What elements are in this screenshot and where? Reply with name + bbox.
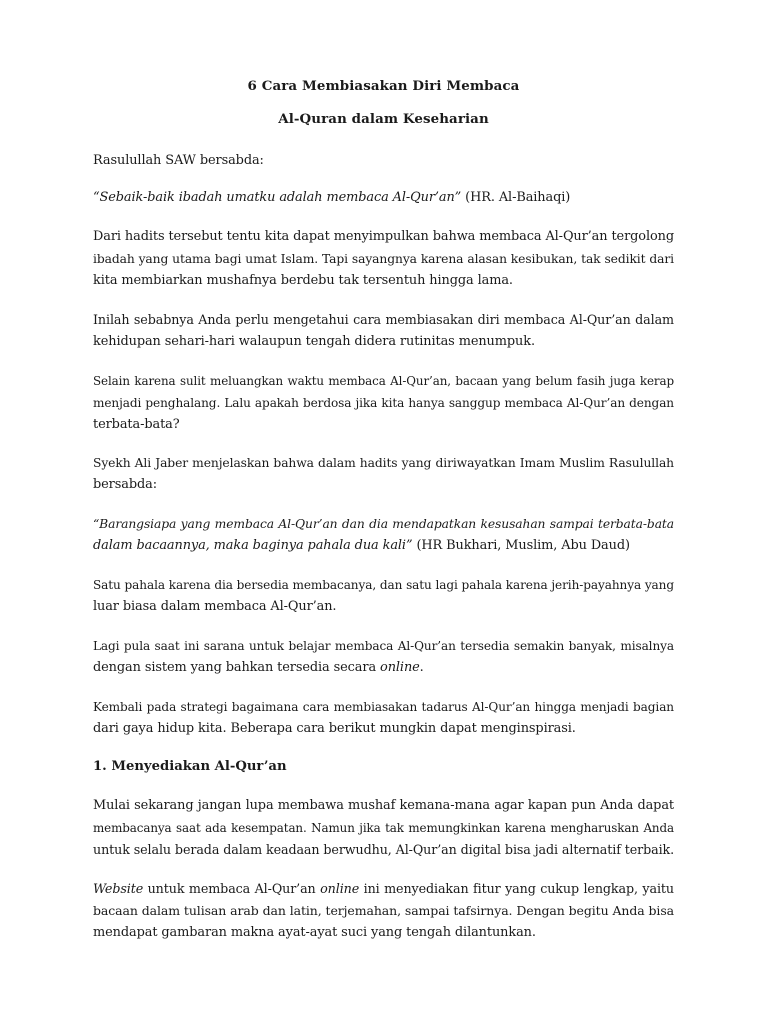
hadith-quote: dalam bacaannya, maka baginya pahala dua kali” (93, 538, 413, 553)
hadith-quote: “Sebaik-baik ibadah umatku adalah membaca Al-Qur’an” (93, 190, 462, 205)
paragraph-7 (93, 513, 674, 557)
text-run: . (419, 660, 424, 675)
text-line: untuk selalu berada dalam keadaan berwudhu, Al-Qur’an digital bisa jadi alternatif terbaik. (93, 842, 675, 857)
hadith-source: (HR Bukhari, Muslim, Abu Daud) (412, 538, 630, 553)
paragraph-3 (93, 226, 674, 292)
paragraph-9 (93, 635, 674, 679)
text-line: Lagi pula saat ini sarana untuk belajar membaca Al-Qur’an tersedia semakin banyak, misalnya (93, 639, 674, 653)
text-line (93, 513, 674, 535)
paragraph-4 (93, 309, 674, 353)
text-line: mendapat gambaran makna ayat-ayat suci yang tengah dilantunkan. (93, 925, 536, 940)
paragraph-5 (93, 370, 674, 436)
text-line: Satu pahala karena dia bersedia membacanya, dan satu lagi pahala karena jerih-payahnya yang (93, 578, 674, 592)
text-line (93, 535, 674, 557)
document-title-line2: Al-Quran dalam Keseharian (278, 111, 489, 127)
emphasis: online (380, 660, 420, 675)
document-title-line1: 6 Cara Membiasakan Diri Membaca (247, 78, 520, 94)
text-line: Dari hadits tersebut tentu kita dapat menyimpulkan bahwa membaca Al-Qur’an tergolong (93, 229, 674, 244)
text-line: membacanya saat ada kesempatan. Namun jika tak memungkinkan karena mengharuskan Anda (93, 821, 674, 835)
paragraph-11 (93, 795, 674, 861)
text-run: ini menyediakan fitur yang cukup lengkap, yaitu (359, 881, 674, 896)
text-line: bacaan dalam tulisan arab dan latin, terjemahan, sampai tafsirnya. Dengan begitu Anda bisa (93, 903, 674, 918)
paragraph-8 (93, 574, 674, 618)
text-line: dari gaya hidup kita. Beberapa cara berikut mungkin dapat menginspirasi. (93, 721, 576, 736)
section-heading: 1. Menyediakan Al-Qur’an (93, 759, 287, 774)
emphasis: online (320, 881, 360, 896)
paragraph-10 (93, 696, 674, 740)
paragraph-12 (93, 878, 674, 944)
text-run: untuk membaca Al-Qur’an (143, 881, 321, 896)
text-line (93, 657, 674, 679)
paragraph-1 (93, 150, 674, 172)
text-line: ibadah yang utama bagi umat Islam. Tapi sayangnya karena alasan kesibukan, tak sedikit dari (93, 252, 674, 266)
text-line (93, 878, 674, 900)
paragraph-2 (93, 187, 674, 209)
hadith-source: (HR. Al-Baihaqi) (461, 190, 571, 205)
text-line: Syekh Ali Jaber menjelaskan bahwa dalam hadits yang diriwayatkan Imam Muslim Rasulullah (93, 456, 674, 470)
text-line: kehidupan sehari-hari walaupun tengah didera rutinitas menumpuk. (93, 334, 535, 349)
text-line: kita membiarkan mushafnya berdebu tak tersentuh hingga lama. (93, 273, 513, 288)
text-line: bersabda: (93, 477, 157, 492)
text-line: luar biasa dalam membaca Al-Qur’an. (93, 599, 337, 614)
text-line: terbata-bata? (93, 417, 180, 432)
paragraph-2-line (93, 187, 674, 209)
text-run: dengan sistem yang bahkan tersedia secara (93, 660, 381, 675)
hadith-quote: “Barangsiapa yang membaca Al-Qur’an dan dia mendapatkan kesusahan sampai terbata-bata (93, 517, 674, 531)
text-line: menjadi penghalang. Lalu apakah berdosa jika kita hanya sanggup membaca Al-Qur’an dengan (93, 396, 674, 410)
text-line: Selain karena sulit meluangkan waktu membaca Al-Qur’an, bacaan yang belum fasih juga kerap (93, 374, 674, 388)
emphasis: Website (93, 881, 144, 896)
text-line: Kembali pada strategi bagaimana cara membiasakan tadarus Al-Qur’an hingga menjadi bagian (93, 700, 674, 714)
text-line: Inilah sebabnya Anda perlu mengetahui cara membiasakan diri membaca Al-Qur’an dalam (93, 312, 674, 327)
text-line: Mulai sekarang jangan lupa membawa mushaf kemana-mana agar kapan pun Anda dapat (93, 798, 674, 813)
paragraph-6 (93, 452, 674, 496)
paragraph-1-line: Rasulullah SAW bersabda: (93, 153, 264, 168)
